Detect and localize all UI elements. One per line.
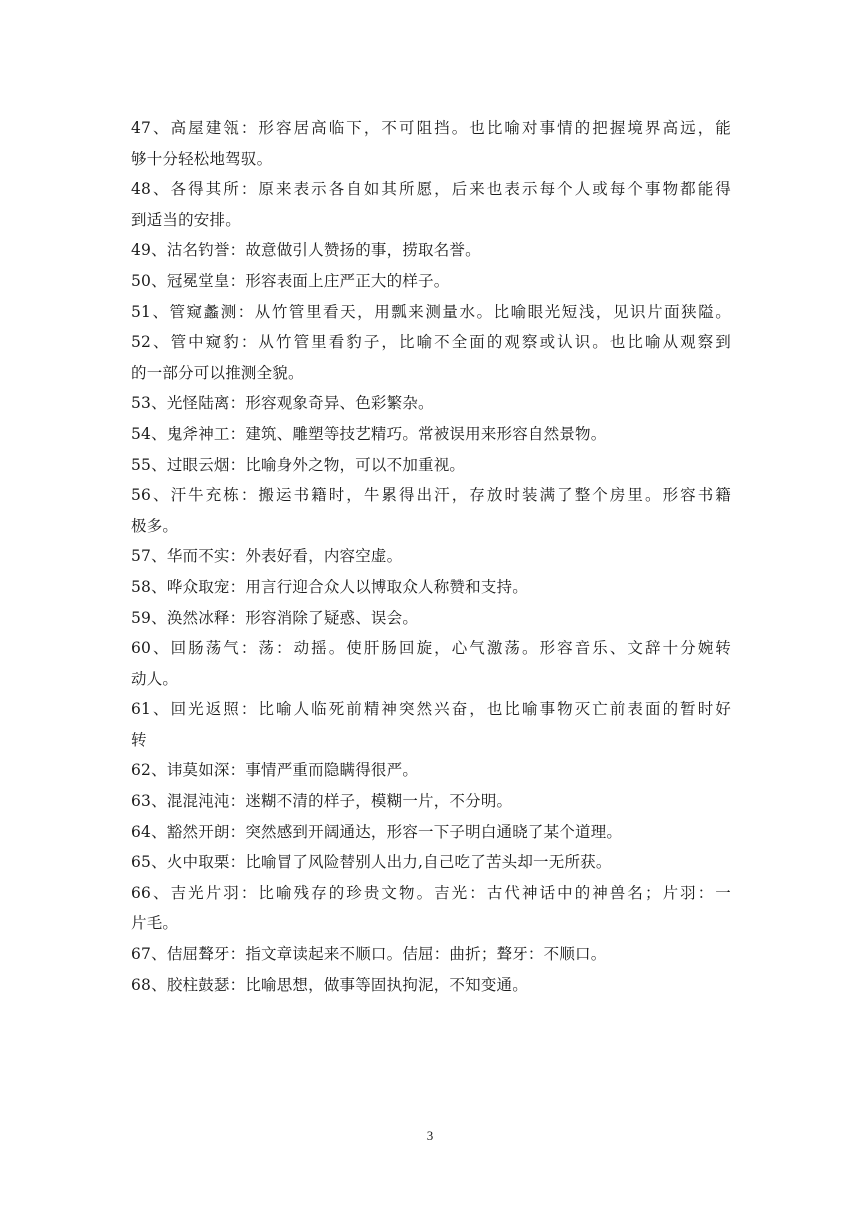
text-line: 的一部分可以推测全貌。: [131, 363, 304, 382]
document-body: [131, 113, 731, 1000]
text-line: 动人。: [131, 669, 179, 688]
text-line: 67、佶屈聱牙：指文章读起来不顺口。佶屈：曲折；聱牙：不顺口。: [131, 945, 607, 964]
text-line: 54、鬼斧神工：建筑、雕塑等技艺精巧。常被误用来形容自然景物。: [131, 424, 607, 443]
text-line: 59、涣然冰释：形容消除了疑惑、误会。: [131, 608, 419, 627]
text-line: 56、汗牛充栋：搬运书籍时，牛累得出汗，存放时装满了整个房里。形容书籍: [131, 486, 731, 505]
text-line: 55、过眼云烟：比喻身外之物，可以不加重视。: [131, 455, 466, 474]
text-line: 转: [131, 730, 147, 749]
text-line: 58、哗众取宠：用言行迎合众人以博取众人称赞和支持。: [131, 577, 528, 596]
text-line: 51、管窥蠡测：从竹管里看天，用瓢来测量水。比喻眼光短浅，见识片面狭隘。: [131, 302, 731, 321]
text-line: 53、光怪陆离：形容观象奇异、色彩繁杂。: [131, 394, 434, 413]
text-line: 60、回肠荡气：荡：动摇。使肝肠回旋，心气激荡。形容音乐、文辞十分婉转: [131, 639, 731, 658]
text-line: 66、吉光片羽：比喻残存的珍贵文物。吉光：古代神话中的神兽名；片羽：一: [131, 883, 731, 902]
text-line: 49、沽名钓誉：故意做引人赞扬的事，捞取名誉。: [131, 241, 481, 260]
text-line: 片毛。: [131, 914, 179, 933]
text-line: 57、华而不实：外表好看，内容空虚。: [131, 547, 403, 566]
text-line: 到适当的安排。: [131, 210, 241, 229]
page-number: 3: [426, 1128, 434, 1143]
text-line: 62、讳莫如深：事情严重而隐瞒得很严。: [131, 761, 419, 780]
text-line: 极多。: [131, 516, 179, 535]
text-line: 52、管中窥豹：从竹管里看豹子，比喻不全面的观察或认识。也比喻从观察到: [131, 333, 731, 352]
text-line: 65、火中取栗：比喻冒了风险替别人出力,自己吃了苦头却一无所获。: [131, 853, 612, 872]
text-line: 48、各得其所：原来表示各自如其所愿，后来也表示每个人或每个事物都能得: [131, 180, 731, 199]
text-line: 68、胶柱鼓瑟：比喻思想，做事等固执拘泥，不知变通。: [131, 975, 528, 994]
text-line: 64、豁然开朗：突然感到开阔通达，形容一下子明白通晓了某个道理。: [131, 822, 623, 841]
text-line: 61、回光返照：比喻人临死前精神突然兴奋，也比喻事物灭亡前表面的暂时好: [131, 700, 731, 719]
text-line: 够十分轻松地驾驭。: [131, 149, 273, 168]
text-line: 50、冠冕堂皇：形容表面上庄严正大的样子。: [131, 271, 450, 290]
text-line: 47、高屋建瓴：形容居高临下，不可阻挡。也比喻对事情的把握境界高远，能: [131, 119, 731, 137]
text-line: 63、混混沌沌：迷糊不清的样子，模糊一片，不分明。: [131, 792, 513, 811]
